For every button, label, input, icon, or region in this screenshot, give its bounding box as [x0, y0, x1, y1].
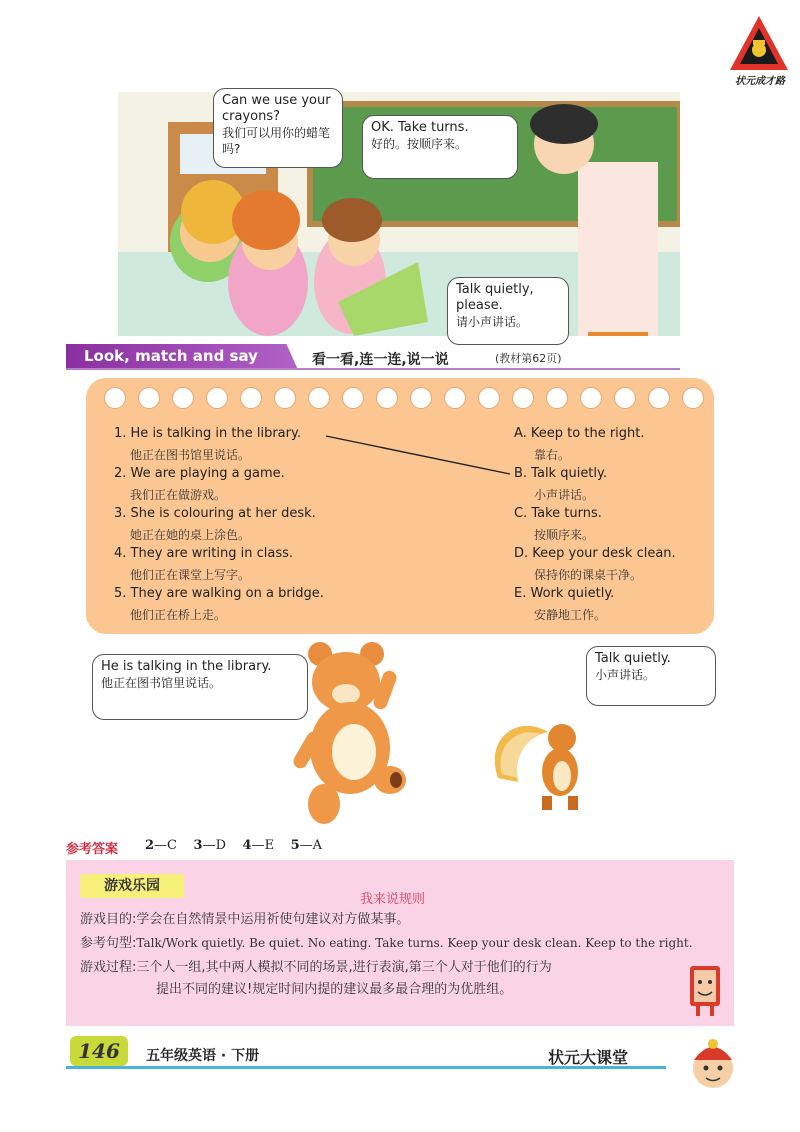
speech-bubble-crayons: [213, 88, 343, 168]
textbook-reference: (教材第62页): [495, 352, 562, 365]
notebook-ring: [206, 387, 228, 409]
notebook-ring: [512, 387, 534, 409]
brand-logo-text: 状元成才路: [735, 76, 785, 87]
game-patterns-label: 参考句型:: [80, 936, 137, 951]
left-item-1: 1. He is talking in the library.: [114, 426, 301, 441]
left-item-3: 3. She is colouring at her desk.: [114, 506, 316, 521]
game-process-text-1: 三个人一组,其中两人模拟不同的场景,进行表演,第三个人对于他们的行为: [136, 960, 552, 975]
answer-letter: —A: [299, 838, 323, 853]
bubble-text-zh: 小声讲话。: [595, 668, 656, 682]
right-item-b: B. Talk quietly.: [514, 466, 607, 481]
answer-letter: —E: [251, 838, 275, 853]
bubble-text-zh: 请小声讲话。: [456, 315, 529, 329]
right-item-e-zh: 安静地工作。: [534, 608, 607, 622]
bubble-text-zh: 我们可以用你的蜡笔吗?: [222, 126, 331, 156]
notebook-ring: [478, 387, 500, 409]
left-item-1-zh: 他正在图书馆里说话。: [130, 448, 251, 462]
speech-bubble-squirrel: [586, 646, 716, 706]
mascot-icon: [682, 1034, 744, 1096]
game-patterns: [80, 932, 693, 951]
right-item-d-zh: 保持你的课桌干净。: [534, 568, 643, 582]
game-process-1: [80, 956, 552, 975]
page-number: 146: [70, 1036, 128, 1066]
notebook-ring: [138, 387, 160, 409]
right-item-b-zh: 小声讲话。: [534, 488, 595, 502]
footer-book-title: 五年级英语 · 下册: [146, 1048, 260, 1064]
bubble-text-zh: 他正在图书馆里说话。: [101, 676, 222, 690]
notebook-ring: [580, 387, 602, 409]
answer-num: 2: [145, 838, 155, 853]
notebook-ring: [376, 387, 398, 409]
notebook-ring: [240, 387, 262, 409]
section-title-cn: 看一看,连一连,说一说: [312, 352, 449, 368]
notebook-ring: [614, 387, 636, 409]
game-purpose-label: 游戏目的:: [80, 912, 137, 927]
speech-bubble-take-turns: [362, 115, 518, 179]
notebook-ring: [648, 387, 670, 409]
game-subtitle: 我来说规则: [360, 892, 426, 907]
answers-list: [145, 838, 322, 853]
right-item-c-zh: 按顺序来。: [534, 528, 595, 542]
section-title: Look, match and say: [84, 347, 258, 365]
game-process-2: 提出不同的建议!规定时间内提的建议最多最合理的为优胜组。: [156, 982, 513, 997]
bubble-text-en-2: please.: [456, 298, 503, 313]
notebook-ring: [172, 387, 194, 409]
right-item-e: E. Work quietly.: [514, 586, 615, 601]
right-item-a: A. Keep to the right.: [514, 426, 645, 441]
left-item-5: 5. They are walking on a bridge.: [114, 586, 324, 601]
bubble-text-en: Talk quietly.: [595, 651, 671, 666]
answer-num: 4: [242, 838, 252, 853]
notebook-ring: [682, 387, 704, 409]
bubble-text-en: Can we use your crayons?: [222, 93, 331, 124]
bubble-text-en: OK. Take turns.: [371, 120, 469, 135]
left-item-3-zh: 她正在她的桌上涂色。: [130, 528, 251, 542]
bear-character: [290, 640, 420, 830]
left-item-4-zh: 他们正在课堂上写字。: [130, 568, 251, 582]
right-item-a-zh: 靠右。: [534, 448, 571, 462]
notebook-ring: [274, 387, 296, 409]
bubble-text-en: He is talking in the library.: [101, 659, 272, 674]
answer-letter: —D: [202, 838, 227, 853]
left-item-5-zh: 他们正在桥上走。: [130, 608, 227, 622]
answers-label: 参考答案: [66, 842, 119, 857]
squirrel-character: [488, 708, 598, 812]
game-purpose: [80, 908, 409, 927]
notebook-ring: [104, 387, 126, 409]
answer-num: 3: [193, 838, 203, 853]
notebook-ring: [410, 387, 432, 409]
answer-letter: —C: [154, 838, 177, 853]
game-purpose-text: 学会在自然情景中运用祈使句建议对方做某事。: [136, 912, 410, 927]
left-item-2: 2. We are playing a game.: [114, 466, 285, 481]
footer-brand: 状元大课堂: [548, 1048, 629, 1067]
bubble-text-en-1: Talk quietly,: [456, 282, 534, 297]
game-patterns-text: Talk/Work quietly. Be quiet. No eating. Take turns. Keep your desk clean. Keep to the right.: [136, 936, 693, 950]
notebook-ring: [308, 387, 330, 409]
game-process-label: 游戏过程:: [80, 960, 137, 975]
notebook-ring: [546, 387, 568, 409]
left-item-4: 4. They are writing in class.: [114, 546, 294, 561]
speech-bubble-talk-quietly: [447, 277, 569, 345]
book-mascot-icon: [684, 962, 726, 1020]
bubble-text-zh: 好的。按顺序来。: [371, 137, 468, 151]
left-item-2-zh: 我们正在做游戏。: [130, 488, 227, 502]
game-tag: 游戏乐园: [80, 874, 184, 898]
speech-bubble-bear: [92, 654, 308, 720]
right-item-d: D. Keep your desk clean.: [514, 546, 676, 561]
answer-num: 5: [290, 838, 300, 853]
section-divider: [66, 368, 680, 370]
notebook-ring: [342, 387, 364, 409]
notebook-ring: [444, 387, 466, 409]
right-item-c: C. Take turns.: [514, 506, 602, 521]
